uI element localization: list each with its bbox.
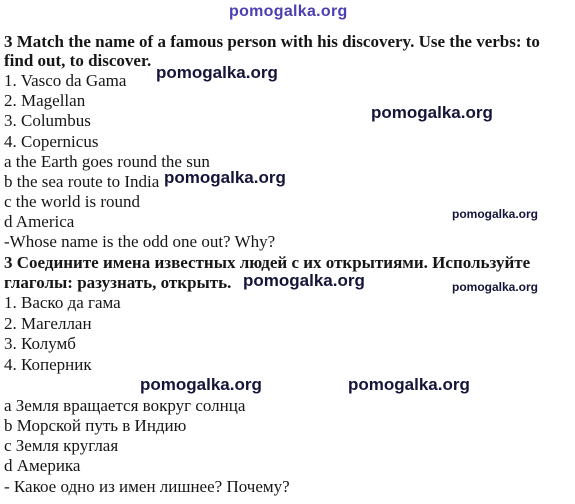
russian-discovery-item: c Земля круглая bbox=[4, 436, 119, 455]
watermark: pomogalka.org bbox=[452, 280, 539, 294]
watermark: pomogalka.org bbox=[156, 63, 278, 82]
english-discovery-item: d America bbox=[4, 212, 75, 231]
watermark-top: pomogalka.org bbox=[229, 3, 348, 20]
russian-name-item: 3. Колумб bbox=[4, 334, 76, 353]
english-name-item: 2. Magellan bbox=[4, 91, 86, 110]
watermark: pomogalka.org bbox=[164, 168, 286, 187]
english-heading-line2: find out, to discover. bbox=[4, 51, 152, 70]
watermark: pomogalka.org bbox=[452, 207, 539, 221]
english-name-item: 4. Copernicus bbox=[4, 132, 99, 151]
english-question: -Whose name is the odd one out? Why? bbox=[4, 232, 276, 251]
russian-name-item: 1. Васко да гама bbox=[4, 293, 121, 312]
russian-heading-line2: глаголы: разузнать, открыть. bbox=[4, 273, 232, 292]
russian-name-item: 2. Магеллан bbox=[4, 314, 92, 333]
russian-heading-line1: 3 Соедините имена известных людей с их открытиями. Используйте bbox=[4, 253, 531, 272]
watermark: pomogalka.org bbox=[348, 375, 470, 394]
english-discovery-item: a the Earth goes round the sun bbox=[4, 152, 210, 171]
english-name-item: 3. Columbus bbox=[4, 111, 91, 130]
russian-discovery-item: b Морской путь в Индию bbox=[4, 416, 187, 435]
russian-discovery-item: d Америка bbox=[4, 456, 81, 475]
watermark: pomogalka.org bbox=[371, 103, 493, 122]
english-discovery-item: b the sea route to India bbox=[4, 172, 160, 191]
russian-question: - Какое одно из имен лишнее? Почему? bbox=[4, 477, 290, 496]
english-discovery-item: c the world is round bbox=[4, 192, 140, 211]
watermark: pomogalka.org bbox=[243, 271, 365, 290]
russian-name-item: 4. Коперник bbox=[4, 355, 92, 374]
watermark: pomogalka.org bbox=[140, 375, 262, 394]
english-heading-line1: 3 Match the name of a famous person with his discovery. Use the verbs: to bbox=[4, 32, 540, 51]
russian-discovery-item: a Земля вращается вокруг солнца bbox=[4, 396, 246, 415]
english-name-item: 1. Vasco da Gama bbox=[4, 71, 127, 90]
